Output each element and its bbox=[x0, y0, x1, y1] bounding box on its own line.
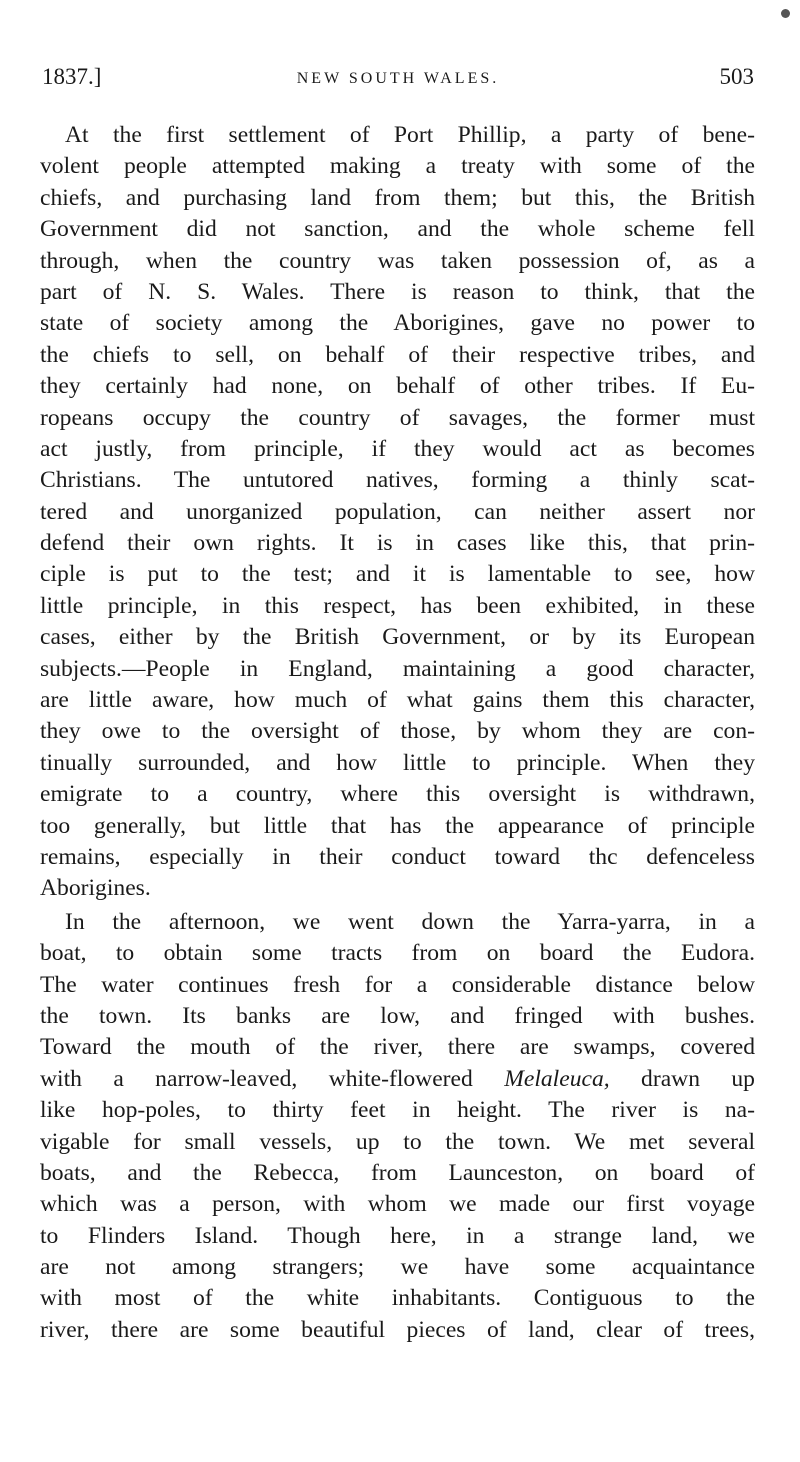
ink-spot bbox=[781, 9, 790, 18]
text-line: volent people attempted making a treaty with some of the bbox=[40, 153, 755, 180]
text-line: with most of the white inhabitants. Contiguous to the bbox=[40, 1285, 755, 1312]
text-line: vigable for small vessels, up to the town. We met several bbox=[40, 1128, 755, 1155]
text-line: ciple is put to the test; and it is lamentable to see, how bbox=[40, 561, 755, 588]
text-line: the town. Its banks are low, and fringed with bushes. bbox=[40, 1002, 755, 1029]
text-line: to Flinders Island. Though here, in a strange land, we bbox=[40, 1222, 755, 1249]
text-line: which was a person, with whom we made our first voyage bbox=[40, 1191, 755, 1218]
text-line: ropeans occupy the country of savages, the former must bbox=[40, 404, 755, 431]
text-line: In the afternoon, we went down the Yarra-yarra, in a bbox=[65, 908, 755, 935]
text-line: boats, and the Rebecca, from Launceston, on board of bbox=[40, 1159, 755, 1186]
text-line: At the first settlement of Port Phillip, a party of bene- bbox=[65, 122, 755, 148]
text-line: tinually surrounded, and how little to principle. When they bbox=[40, 749, 755, 776]
text-line: The water continues fresh for a considerable distance below bbox=[40, 971, 755, 998]
text-line: the chiefs to sell, on behalf of their respective tribes, and bbox=[40, 341, 755, 368]
text-line: emigrate to a country, where this oversight is withdrawn, bbox=[40, 781, 755, 808]
running-title: NEW SOUTH WALES. bbox=[296, 70, 500, 87]
text-line: they owe to the oversight of those, by whom they are con- bbox=[40, 718, 755, 745]
text-line: are not among strangers; we have some acquaintance bbox=[40, 1254, 755, 1281]
paragraph bbox=[40, 907, 755, 1346]
text-line: act justly, from principle, if they would act as becomes bbox=[40, 435, 755, 462]
text-line: they certainly had none, on behalf of other tribes. If Eu- bbox=[40, 373, 755, 400]
text-line-melaleuca: with a narrow-leaved, white-flowered Melaleuca, drawn up bbox=[40, 1065, 755, 1092]
text-line: Christians. The untutored natives, forming a thinly scat- bbox=[40, 467, 755, 494]
paragraph bbox=[40, 120, 755, 905]
running-header bbox=[42, 64, 754, 96]
page-body bbox=[40, 120, 755, 1346]
page-number: 503 bbox=[719, 64, 754, 89]
text-line: little principle, in this respect, has been exhibited, in these bbox=[40, 592, 755, 619]
text-line: river, there are some beautiful pieces of land, clear of trees, bbox=[40, 1316, 755, 1343]
text-line: Aborigines. bbox=[40, 875, 151, 902]
text-line: state of society among the Aborigines, gave no power to bbox=[40, 310, 755, 337]
text-line: too generally, but little that has the appearance of principle bbox=[40, 812, 755, 839]
text-line: through, when the country was taken possession of, as a bbox=[40, 247, 755, 274]
text-line: Government did not sanction, and the whole scheme fell bbox=[40, 216, 755, 243]
text-line: remains, especially in their conduct toward thc defenceless bbox=[40, 843, 755, 870]
text-line: are little aware, how much of what gains them this character, bbox=[40, 687, 755, 714]
text-line: part of N. S. Wales. There is reason to think, that the bbox=[40, 278, 755, 305]
text-line: like hop-poles, to thirty feet in height. The river is na- bbox=[40, 1097, 755, 1124]
header-year: 1837.] bbox=[42, 64, 102, 89]
text-line: tered and unorganized population, can neither assert nor bbox=[40, 498, 755, 525]
text-line: Toward the mouth of the river, there are swamps, covered bbox=[40, 1034, 755, 1061]
text-line: cases, either by the British Government, or by its European bbox=[40, 624, 755, 651]
text-line: chiefs, and purchasing land from them; but this, the British bbox=[40, 184, 755, 211]
text-line: subjects.—People in England, maintaining a good character, bbox=[40, 655, 755, 682]
text-line: defend their own rights. It is in cases like this, that prin- bbox=[40, 530, 755, 557]
text-line: boat, to obtain some tracts from on board the Eudora. bbox=[40, 940, 755, 967]
